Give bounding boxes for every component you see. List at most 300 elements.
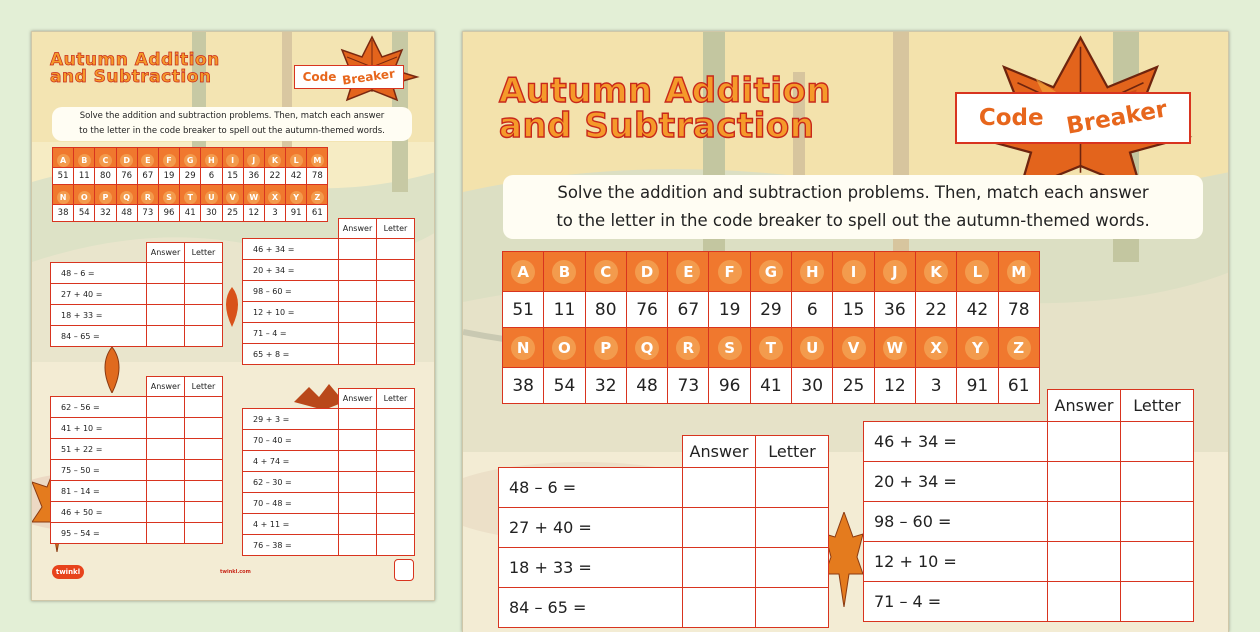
code-letter: Y (290, 191, 303, 204)
code-letter-cell (137, 148, 158, 168)
letter-cell[interactable] (756, 468, 829, 508)
zoomed-sheet (462, 31, 1229, 632)
code-value-cell: 29 (180, 168, 201, 185)
code-letter-cell (95, 185, 116, 205)
problem-row (51, 418, 223, 439)
code-value-cell: 3 (915, 368, 956, 404)
problem-row (864, 542, 1194, 582)
letter-cell[interactable] (377, 430, 415, 451)
problem-row (499, 588, 829, 628)
answer-cell[interactable] (147, 418, 185, 439)
answer-cell[interactable] (147, 460, 185, 481)
code-letter-cell (709, 252, 750, 292)
answer-header: Answer (339, 219, 377, 239)
problem-row (51, 502, 223, 523)
letter-cell[interactable] (185, 326, 223, 347)
answer-header: Answer (1048, 390, 1121, 422)
code-letter: P (99, 191, 112, 204)
problem-text: 12 + 10 = (243, 302, 339, 323)
problem-text: 71 – 4 = (243, 323, 339, 344)
code-letter-cell (180, 148, 201, 168)
letter-header: Letter (377, 219, 415, 239)
problem-row (243, 472, 415, 493)
answer-cell[interactable] (339, 344, 377, 365)
problem-text: 18 + 33 = (499, 548, 683, 588)
code-letter: V (842, 336, 866, 360)
instructions: Solve the addition and subtraction problems. Then, match each answer to the letter in the code breaker to spell out the autumn-themed words. (52, 107, 412, 141)
answer-header: Answer (683, 436, 756, 468)
letter-cell[interactable] (1121, 462, 1194, 502)
code-letter-cell (957, 252, 998, 292)
code-letter: Z (1007, 336, 1031, 360)
letter-cell[interactable] (1121, 422, 1194, 462)
answer-cell[interactable] (339, 451, 377, 472)
code-letter: O (552, 336, 576, 360)
problem-row (51, 460, 223, 481)
letter-cell[interactable] (377, 493, 415, 514)
code-value-cell: 51 (53, 168, 74, 185)
code-breaker-table (502, 251, 1040, 404)
letter-header: Letter (185, 377, 223, 397)
problem-row (51, 284, 223, 305)
letter-cell[interactable] (377, 323, 415, 344)
code-letter: G (184, 154, 197, 167)
code-letter: H (205, 154, 218, 167)
code-value-cell: 96 (158, 205, 179, 222)
letter-cell[interactable] (377, 260, 415, 281)
problem-text: 65 + 8 = (243, 344, 339, 365)
code-value-cell: 12 (874, 368, 915, 404)
problem-text: 48 – 6 = (499, 468, 683, 508)
header-spacer (864, 390, 1048, 422)
code-letter: N (511, 336, 535, 360)
problem-row (864, 582, 1194, 622)
problem-text: 4 + 11 = (243, 514, 339, 535)
code-value-cell: 48 (626, 368, 667, 404)
code-letter: D (635, 260, 659, 284)
letter-cell[interactable] (756, 548, 829, 588)
problem-text: 76 – 38 = (243, 535, 339, 556)
code-letter: M (311, 154, 324, 167)
problem-text: 81 – 14 = (51, 481, 147, 502)
letter-cell[interactable] (377, 514, 415, 535)
answer-cell[interactable] (147, 305, 185, 326)
problem-row (243, 239, 415, 260)
code-value-cell: 48 (116, 205, 137, 222)
code-letter: H (800, 260, 824, 284)
problem-text: 27 + 40 = (499, 508, 683, 548)
code-letter-cell (53, 185, 74, 205)
maple-leaf-icon (825, 512, 863, 607)
letter-cell[interactable] (185, 523, 223, 544)
answer-cell[interactable] (339, 430, 377, 451)
code-letter: W (883, 336, 907, 360)
code-letter-cell (874, 328, 915, 368)
instructions: Solve the addition and subtraction problems. Then, match each answer to the letter in the code breaker to spell out the autumn-themed words. (503, 175, 1203, 239)
code-letter: Q (120, 191, 133, 204)
code-letter: C (594, 260, 618, 284)
code-letter-cell (74, 148, 95, 168)
letter-cell[interactable] (377, 409, 415, 430)
code-value-cell: 6 (201, 168, 222, 185)
problem-text: 62 – 30 = (243, 472, 339, 493)
code-value-cell: 30 (201, 205, 222, 222)
problem-text: 70 – 48 = (243, 493, 339, 514)
problem-text: 98 – 60 = (243, 281, 339, 302)
problem-row (243, 260, 415, 281)
code-letter-cell (95, 148, 116, 168)
code-value-cell: 73 (668, 368, 709, 404)
code-breaker-badge: Code Breaker (294, 65, 404, 89)
letter-cell[interactable] (377, 451, 415, 472)
problem-row (243, 281, 415, 302)
letter-cell[interactable] (185, 439, 223, 460)
answer-cell[interactable] (339, 535, 377, 556)
code-letter: C (99, 154, 112, 167)
letter-cell[interactable] (377, 535, 415, 556)
code-letter: K (924, 260, 948, 284)
code-value-cell: 91 (286, 205, 307, 222)
letter-header: Letter (185, 243, 223, 263)
code-letter: R (676, 336, 700, 360)
problem-text: 98 – 60 = (864, 502, 1048, 542)
problem-text: 46 + 34 = (243, 239, 339, 260)
code-letter-cell (243, 148, 264, 168)
problem-text: 51 + 22 = (51, 439, 147, 460)
code-letter-cell (915, 252, 956, 292)
answer-cell[interactable] (339, 323, 377, 344)
code-letter: O (78, 191, 91, 204)
problem-text: 62 – 56 = (51, 397, 147, 418)
answer-cell[interactable] (339, 493, 377, 514)
code-letter: Z (311, 191, 324, 204)
code-letter: Q (635, 336, 659, 360)
answer-cell[interactable] (683, 548, 756, 588)
answer-cell[interactable] (147, 263, 185, 284)
problem-text: 12 + 10 = (864, 542, 1048, 582)
answer-cell[interactable] (1048, 422, 1121, 462)
problem-row (51, 326, 223, 347)
code-letter-cell (243, 185, 264, 205)
code-letter-cell (158, 185, 179, 205)
answer-cell[interactable] (339, 260, 377, 281)
code-value-cell: 6 (792, 292, 833, 328)
code-value-cell: 61 (307, 205, 328, 222)
problem-row (243, 344, 415, 365)
letter-cell[interactable] (185, 481, 223, 502)
code-letter: B (78, 154, 91, 167)
code-value-cell: 67 (668, 292, 709, 328)
code-letter-cell (74, 185, 95, 205)
code-letter: B (552, 260, 576, 284)
code-letter-cell (503, 328, 544, 368)
letter-cell[interactable] (756, 508, 829, 548)
problem-row (864, 422, 1194, 462)
code-value-cell: 38 (503, 368, 544, 404)
problem-row (243, 493, 415, 514)
code-value-cell: 11 (544, 292, 585, 328)
problem-row (243, 302, 415, 323)
letter-cell[interactable] (377, 302, 415, 323)
problem-row (243, 409, 415, 430)
answer-cell[interactable] (339, 239, 377, 260)
code-letter: U (800, 336, 824, 360)
problem-text: 70 – 40 = (243, 430, 339, 451)
code-value-cell: 22 (915, 292, 956, 328)
problem-text: 41 + 10 = (51, 418, 147, 439)
code-letter-cell (222, 185, 243, 205)
code-value-cell: 15 (222, 168, 243, 185)
answer-cell[interactable] (339, 302, 377, 323)
problem-row (51, 481, 223, 502)
answer-cell[interactable] (1048, 542, 1121, 582)
code-letter: Y (965, 336, 989, 360)
letter-cell[interactable] (185, 284, 223, 305)
answer-cell[interactable] (1048, 582, 1121, 622)
code-value-cell: 76 (626, 292, 667, 328)
code-value-cell: 32 (95, 205, 116, 222)
code-breaker-table (52, 147, 328, 222)
code-letter-cell (998, 252, 1039, 292)
problem-row (499, 548, 829, 588)
code-letter-cell (915, 328, 956, 368)
code-value-cell: 30 (792, 368, 833, 404)
code-value-cell: 11 (74, 168, 95, 185)
answer-cell[interactable] (339, 472, 377, 493)
problem-text: 27 + 40 = (51, 284, 147, 305)
problem-row (243, 535, 415, 556)
answer-cell[interactable] (147, 397, 185, 418)
code-letter-cell (222, 148, 243, 168)
code-value-cell: 76 (116, 168, 137, 185)
code-letter: N (57, 191, 70, 204)
problem-table (863, 389, 1194, 622)
answer-cell[interactable] (1048, 462, 1121, 502)
answer-cell[interactable] (339, 514, 377, 535)
problem-text: 84 – 65 = (51, 326, 147, 347)
code-letter-cell (833, 328, 874, 368)
problem-text: 20 + 34 = (243, 260, 339, 281)
answer-cell[interactable] (147, 481, 185, 502)
header-spacer (51, 243, 147, 263)
letter-header: Letter (377, 389, 415, 409)
code-value-cell: 15 (833, 292, 874, 328)
code-letter-cell (116, 148, 137, 168)
page-title: Autumn Addition and Subtraction (50, 50, 220, 88)
footer-badge (394, 559, 414, 581)
letter-cell[interactable] (377, 344, 415, 365)
code-value-cell: 91 (957, 368, 998, 404)
letter-cell[interactable] (377, 472, 415, 493)
problem-text: 71 – 4 = (864, 582, 1048, 622)
letter-cell[interactable] (185, 305, 223, 326)
code-letter-cell (158, 148, 179, 168)
code-letter: J (883, 260, 907, 284)
header-spacer (243, 219, 339, 239)
code-letter: T (184, 191, 197, 204)
code-letter: F (718, 260, 742, 284)
code-value-cell: 3 (264, 205, 285, 222)
code-letter: X (924, 336, 948, 360)
code-letter-cell (544, 328, 585, 368)
code-letter: A (57, 154, 70, 167)
problem-row (51, 305, 223, 326)
code-letter: V (226, 191, 239, 204)
code-value-cell: 78 (998, 292, 1039, 328)
code-value-cell: 22 (264, 168, 285, 185)
problem-row (243, 323, 415, 344)
code-letter-cell (264, 148, 285, 168)
code-letter-cell (307, 185, 328, 205)
code-letter: J (247, 154, 260, 167)
code-value-cell: 42 (286, 168, 307, 185)
code-letter: T (759, 336, 783, 360)
code-value-cell: 32 (585, 368, 626, 404)
code-value-cell: 73 (137, 205, 158, 222)
header-spacer (243, 389, 339, 409)
code-letter-cell (180, 185, 201, 205)
code-letter: K (268, 154, 281, 167)
problem-text: 29 + 3 = (243, 409, 339, 430)
header-spacer (51, 377, 147, 397)
code-value-cell: 19 (709, 292, 750, 328)
problem-text: 18 + 33 = (51, 305, 147, 326)
code-value-cell: 54 (74, 205, 95, 222)
code-letter-cell (116, 185, 137, 205)
problem-text: 84 – 65 = (499, 588, 683, 628)
letter-cell[interactable] (756, 588, 829, 628)
code-letter: A (511, 260, 535, 284)
letter-header: Letter (756, 436, 829, 468)
code-letter-cell (585, 252, 626, 292)
answer-cell[interactable] (339, 409, 377, 430)
letter-cell[interactable] (185, 502, 223, 523)
letter-cell[interactable] (1121, 502, 1194, 542)
code-letter-cell (286, 185, 307, 205)
answer-cell[interactable] (683, 588, 756, 628)
answer-cell[interactable] (1048, 502, 1121, 542)
code-letter: F (163, 154, 176, 167)
code-letter: W (247, 191, 260, 204)
problem-row (499, 468, 829, 508)
code-letter: D (120, 154, 133, 167)
code-letter-cell (874, 252, 915, 292)
problem-row (51, 263, 223, 284)
problem-row (51, 439, 223, 460)
code-letter: E (141, 154, 154, 167)
code-letter-cell (998, 328, 1039, 368)
letter-cell[interactable] (185, 460, 223, 481)
letter-cell[interactable] (1121, 542, 1194, 582)
code-letter-cell (585, 328, 626, 368)
letter-cell[interactable] (377, 239, 415, 260)
code-value-cell: 41 (180, 205, 201, 222)
code-letter: S (163, 191, 176, 204)
problem-table (50, 376, 223, 544)
problem-text: 46 + 50 = (51, 502, 147, 523)
code-letter: L (290, 154, 303, 167)
problem-text: 4 + 74 = (243, 451, 339, 472)
code-value-cell: 38 (53, 205, 74, 222)
code-letter-cell (668, 252, 709, 292)
problem-row (864, 462, 1194, 502)
code-value-cell: 25 (222, 205, 243, 222)
code-letter: E (676, 260, 700, 284)
code-letter-cell (201, 148, 222, 168)
code-value-cell: 29 (750, 292, 791, 328)
code-letter-cell (668, 328, 709, 368)
answer-cell[interactable] (147, 439, 185, 460)
code-letter-cell (544, 252, 585, 292)
code-letter: I (226, 154, 239, 167)
problem-row (243, 514, 415, 535)
code-value-cell: 80 (585, 292, 626, 328)
footer-url: twinkl.com (220, 569, 251, 575)
code-value-cell: 54 (544, 368, 585, 404)
problem-table (242, 388, 415, 556)
letter-cell[interactable] (1121, 582, 1194, 622)
answer-cell[interactable] (683, 508, 756, 548)
problem-text: 75 – 50 = (51, 460, 147, 481)
code-letter: S (718, 336, 742, 360)
code-letter: U (205, 191, 218, 204)
problem-row (51, 523, 223, 544)
letter-header: Letter (1121, 390, 1194, 422)
code-letter-cell (201, 185, 222, 205)
page-title: Autumn Addition and Subtraction (499, 71, 832, 146)
code-value-cell: 96 (709, 368, 750, 404)
answer-cell[interactable] (683, 468, 756, 508)
letter-cell[interactable] (185, 418, 223, 439)
problem-row (864, 502, 1194, 542)
answer-cell[interactable] (339, 281, 377, 302)
answer-cell[interactable] (147, 523, 185, 544)
letter-cell[interactable] (377, 281, 415, 302)
problem-text: 46 + 34 = (864, 422, 1048, 462)
code-value-cell: 78 (307, 168, 328, 185)
code-letter-cell (750, 252, 791, 292)
code-letter: G (759, 260, 783, 284)
code-value-cell: 19 (158, 168, 179, 185)
answer-cell[interactable] (147, 326, 185, 347)
code-value-cell: 51 (503, 292, 544, 328)
preview-sheet (31, 31, 435, 601)
problem-table (242, 218, 415, 365)
code-letter: X (268, 191, 281, 204)
code-value-cell: 12 (243, 205, 264, 222)
letter-cell[interactable] (185, 397, 223, 418)
code-letter-cell (709, 328, 750, 368)
problem-table (498, 435, 829, 628)
problem-row (499, 508, 829, 548)
leaf-icon (220, 287, 244, 327)
code-value-cell: 36 (243, 168, 264, 185)
code-letter: P (594, 336, 618, 360)
code-breaker-badge: Code Breaker (955, 92, 1191, 144)
problem-row (243, 430, 415, 451)
code-letter-cell (503, 252, 544, 292)
answer-cell[interactable] (147, 284, 185, 305)
answer-cell[interactable] (147, 502, 185, 523)
code-value-cell: 25 (833, 368, 874, 404)
code-letter: L (965, 260, 989, 284)
letter-cell[interactable] (185, 263, 223, 284)
code-letter: R (141, 191, 154, 204)
code-letter-cell (264, 185, 285, 205)
answer-header: Answer (147, 243, 185, 263)
code-letter: I (842, 260, 866, 284)
code-letter-cell (833, 252, 874, 292)
